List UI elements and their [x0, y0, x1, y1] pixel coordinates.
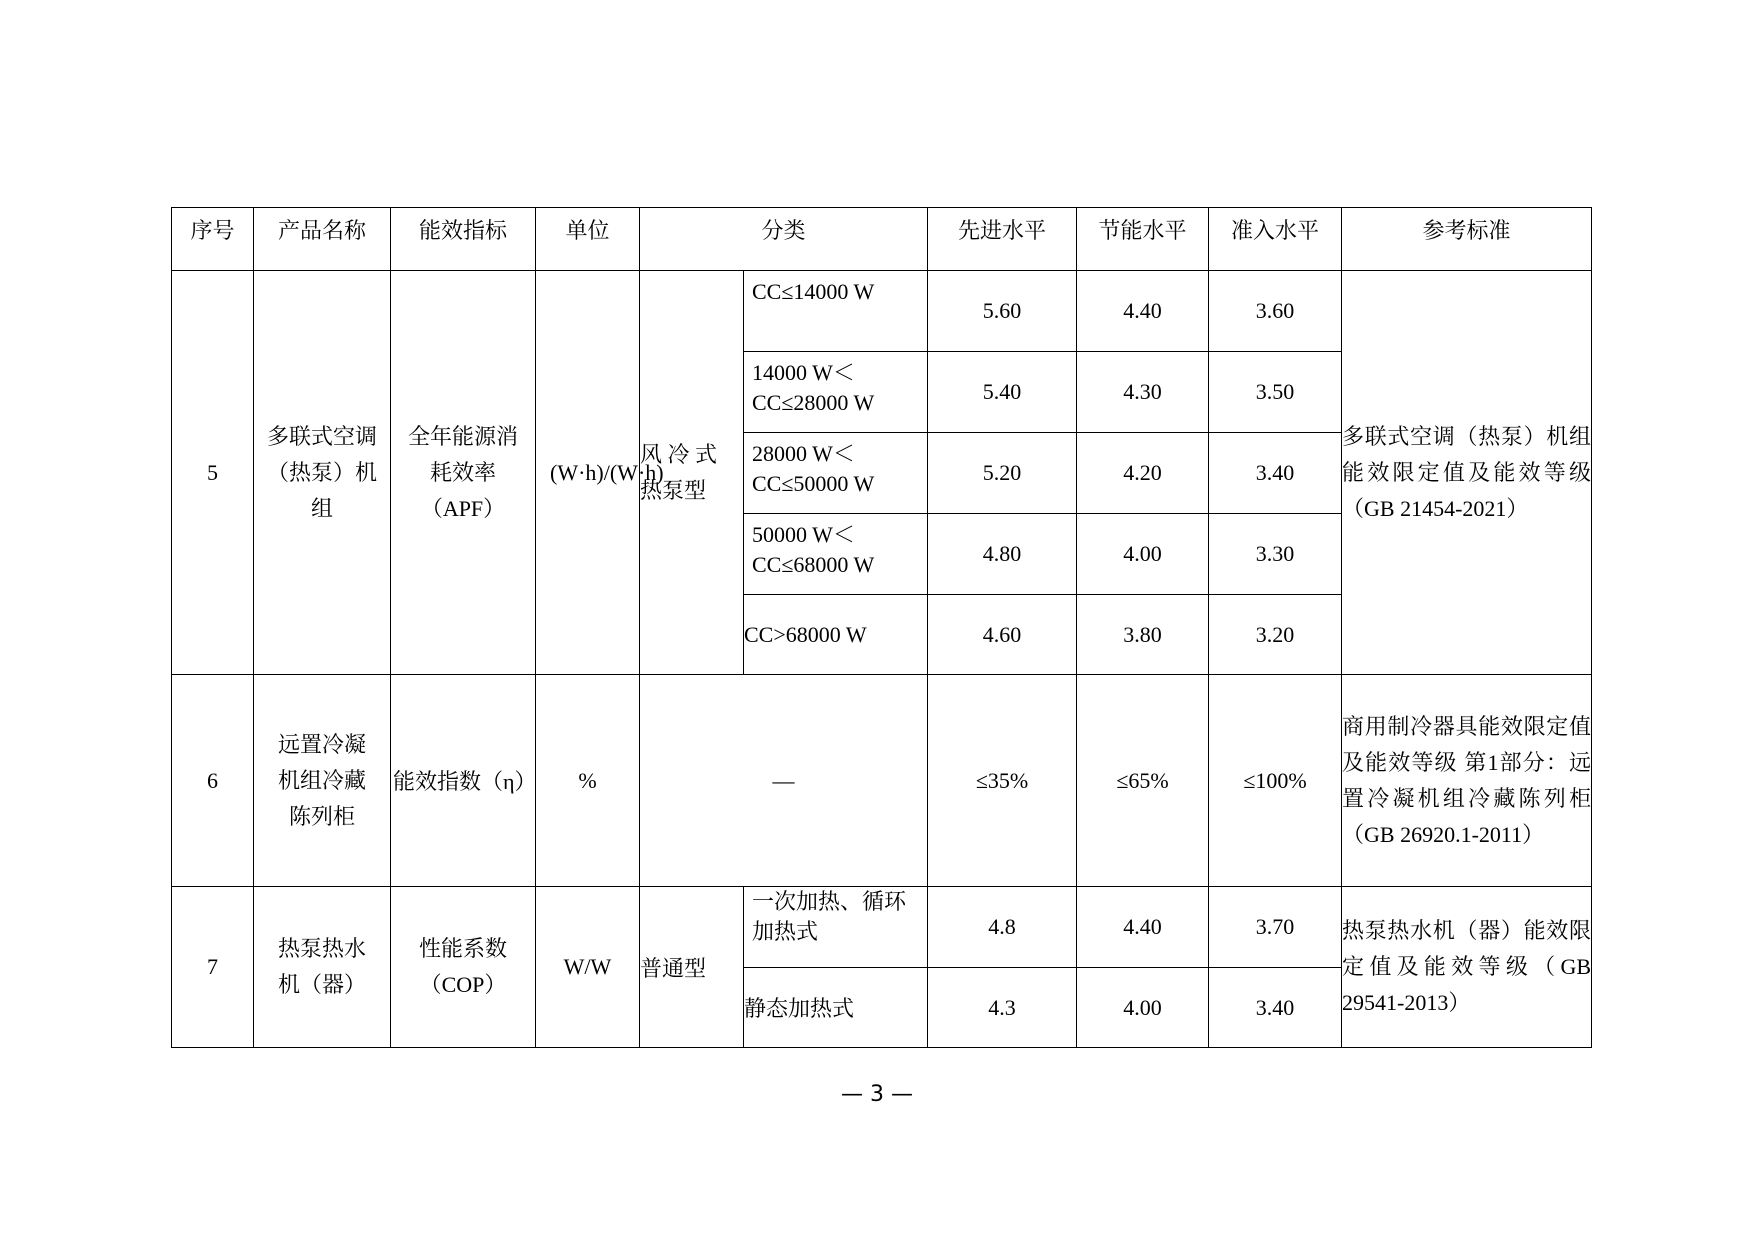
table-row [172, 271, 1592, 352]
table-row [172, 887, 1592, 968]
row5-reference: 多联式空调（热泵）机组能效限定值及能效等级（GB 21454-2021） [1342, 271, 1592, 675]
header-row [172, 208, 1592, 271]
header-reference: 参考标准 [1342, 208, 1592, 271]
page-number: — 3 — [841, 1082, 913, 1107]
row6-indicator: 能效指数（η） [391, 675, 536, 887]
header-advanced: 先进水平 [928, 208, 1077, 271]
row7-category-1: 一次加热、循环 加热式 [744, 887, 928, 968]
row5-entry-5: 3.20 [1209, 595, 1342, 675]
row5-saving-1: 4.40 [1077, 271, 1209, 352]
row5-category-2: 14000 W＜CC≤28000 W [744, 352, 928, 433]
row5-advanced-3: 5.20 [928, 433, 1077, 514]
row5-seq: 5 [172, 271, 254, 675]
row7-advanced-2: 4.3 [928, 968, 1077, 1048]
row5-advanced-4: 4.80 [928, 514, 1077, 595]
header-unit: 单位 [536, 208, 640, 271]
row5-saving-4: 4.00 [1077, 514, 1209, 595]
row5-type: 风 冷 式 热泵型 [640, 271, 744, 675]
row5-entry-4: 3.30 [1209, 514, 1342, 595]
row5-unit: (W·h)/(W·h) [536, 271, 640, 675]
row6-seq: 6 [172, 675, 254, 887]
row6-unit: % [536, 675, 640, 887]
row5-product: 多联式空调（热泵）机组 [254, 271, 391, 675]
row6-reference: 商用制冷器具能效限定值及能效等级 第1部分：远置冷凝机组冷藏陈列柜（GB 26920.1-2011） [1342, 675, 1592, 887]
row5-category-5: CC>68000 W [744, 595, 928, 675]
row6-entry: ≤100% [1209, 675, 1342, 887]
header-category: 分类 [640, 208, 928, 271]
table-row [172, 675, 1592, 887]
row5-entry-1: 3.60 [1209, 271, 1342, 352]
row7-product: 热泵热水机（器） [254, 887, 391, 1048]
row7-seq: 7 [172, 887, 254, 1048]
row6-product: 远置冷凝机组冷藏陈列柜 [254, 675, 391, 887]
row5-category-4: 50000 W＜CC≤68000 W [744, 514, 928, 595]
row6-advanced: ≤35% [928, 675, 1077, 887]
row7-saving-1: 4.40 [1077, 887, 1209, 968]
row5-entry-3: 3.40 [1209, 433, 1342, 514]
header-seq: 序号 [172, 208, 254, 271]
row5-saving-5: 3.80 [1077, 595, 1209, 675]
row5-saving-3: 4.20 [1077, 433, 1209, 514]
row7-category-2: 静态加热式 [744, 968, 928, 1048]
row5-entry-2: 3.50 [1209, 352, 1342, 433]
row6-saving: ≤65% [1077, 675, 1209, 887]
row7-reference: 热泵热水机（器）能效限定值及能效等级（GB 29541-2013） [1342, 887, 1592, 1048]
header-saving: 节能水平 [1077, 208, 1209, 271]
header-entry: 准入水平 [1209, 208, 1342, 271]
row7-indicator: 性能系数（COP） [391, 887, 536, 1048]
row5-indicator: 全年能源消耗效率（APF） [391, 271, 536, 675]
header-product: 产品名称 [254, 208, 391, 271]
row5-category-3: 28000 W＜CC≤50000 W [744, 433, 928, 514]
energy-efficiency-table [171, 207, 1592, 1048]
row5-saving-2: 4.30 [1077, 352, 1209, 433]
row5-category-1: CC≤14000 W [744, 271, 928, 352]
row5-advanced-5: 4.60 [928, 595, 1077, 675]
row7-entry-2: 3.40 [1209, 968, 1342, 1048]
row6-category: — [640, 675, 928, 887]
row5-advanced-1: 5.60 [928, 271, 1077, 352]
row7-saving-2: 4.00 [1077, 968, 1209, 1048]
row7-type: 普通型 [640, 887, 744, 1048]
row7-entry-1: 3.70 [1209, 887, 1342, 968]
header-indicator: 能效指标 [391, 208, 536, 271]
row7-advanced-1: 4.8 [928, 887, 1077, 968]
row5-advanced-2: 5.40 [928, 352, 1077, 433]
row7-unit: W/W [536, 887, 640, 1048]
